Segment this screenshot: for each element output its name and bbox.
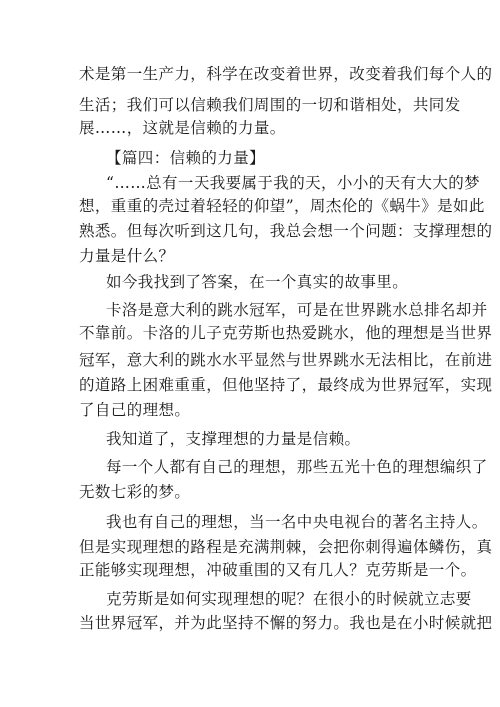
section-heading: 【篇四：信赖的力量】 <box>106 149 266 167</box>
text-line: 我知道了，支撑理想的力量是信赖。 <box>106 430 361 448</box>
text-line: 无数七彩的梦。 <box>79 483 191 501</box>
text-line: “……总有一天我要属于我的天，小小的天有大大的梦 <box>106 174 481 192</box>
text-line: 当世界冠军，并为此坚持不懈的努力。我也是在小时候就把 <box>79 614 493 632</box>
text-line: 克劳斯是如何实现理想的呢？在很小的时候就立志要 <box>106 590 472 608</box>
text-line: 但是实现理想的路程是充满荆棘，会把你刺得遍体鳞伤，真 <box>79 538 493 556</box>
text-line: 想，重重的壳过着轻轻的仰望”，周杰伦的《蜗牛》是如此 <box>79 197 485 215</box>
text-line: 不靠前。卡洛的儿子克劳斯也热爱跳水，他的理想是当世界 <box>79 324 493 342</box>
text-line: 每一个人都有自己的理想，那些五光十色的理想编织了 <box>106 458 488 476</box>
text-line: 熟悉。但每次听到这几句，我总会想一个问题：支撑理想的 <box>79 222 493 240</box>
text-line: 生活；我们可以信赖我们周围的一切和谐相处，共同发 <box>79 96 461 114</box>
text-line: 的道路上困难重重，但他坚持了，最终成为世界冠军，实现 <box>79 376 493 394</box>
text-line: 卡洛是意大利的跳水冠军，可是在世界跳水总排名却并 <box>106 301 488 319</box>
text-line: 了自己的理想。 <box>79 401 191 419</box>
text-line: 如今我找到了答案，在一个真实的故事里。 <box>106 273 409 291</box>
text-line: 术是第一生产力，科学在改变着世界，改变着我们每个人的 <box>79 65 493 83</box>
text-line: 力量是什么？ <box>79 247 175 265</box>
text-line: 冠军，意大利的跳水水平显然与世界跳水无法相比，在前进 <box>79 351 493 369</box>
text-line: 我也有自己的理想，当一名中央电视台的著名主持人。 <box>106 513 488 531</box>
text-line: 展……，这就是信赖的力量。 <box>79 119 286 137</box>
text-line: 正能够实现理想，冲破重围的又有几人？克劳斯是一个。 <box>79 561 477 579</box>
